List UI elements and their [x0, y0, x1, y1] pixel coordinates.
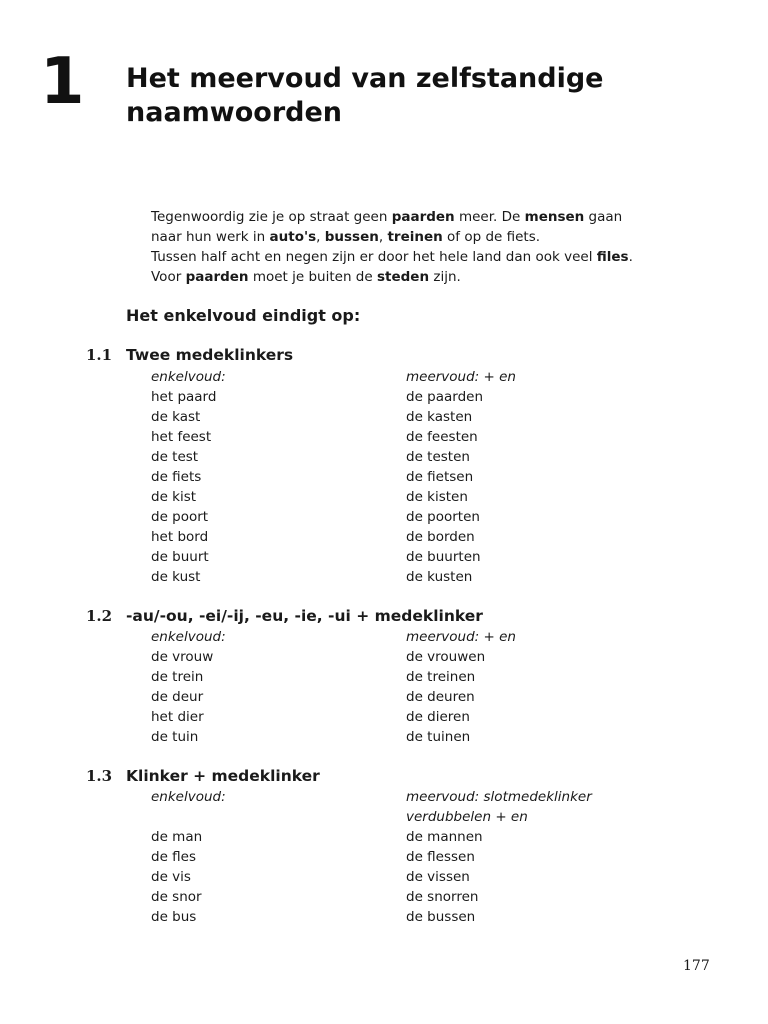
plural-word: de vissen [406, 869, 470, 885]
text-run: , [316, 229, 325, 245]
plural-word: de bussen [406, 909, 476, 925]
column-header: enkelvoud: [151, 629, 226, 645]
plural-word: de borden [406, 529, 475, 545]
text-run: moet je buiten de [248, 269, 377, 285]
bold-word: files [596, 249, 629, 265]
singular-word: de kist [151, 489, 197, 505]
singular-word: de deur [151, 689, 204, 705]
bold-word: paarden [185, 269, 249, 285]
plural-column [406, 787, 592, 927]
column-header: enkelvoud: [151, 369, 226, 385]
plural-column [406, 627, 516, 747]
plural-word: de flessen [406, 849, 475, 865]
text-run: zijn. [429, 269, 461, 285]
singular-column [151, 787, 226, 927]
plural-word: de paarden [406, 389, 484, 405]
plural-word: de buurten [406, 549, 481, 565]
text-run: naar hun werk in [151, 229, 270, 245]
singular-word: de vrouw [151, 649, 214, 665]
singular-word: het paard [151, 389, 217, 405]
bold-word: bussen [324, 229, 379, 245]
column-header: meervoud: + en [406, 629, 516, 645]
plural-word: de snorren [406, 889, 479, 905]
subsection-title: Klinker + medeklinker [126, 767, 320, 785]
singular-word: de vis [151, 869, 191, 885]
bold-word: mensen [524, 209, 585, 225]
singular-word: de kast [151, 409, 201, 425]
plural-word: de vrouwen [406, 649, 486, 665]
plural-word: de feesten [406, 429, 478, 445]
column-header: meervoud: + en [406, 369, 516, 385]
intro-line [151, 227, 691, 247]
bold-word: treinen [387, 229, 443, 245]
section-heading: Het enkelvoud eindigt op: [126, 306, 361, 325]
plural-word: de kusten [406, 569, 473, 585]
singular-word: de fles [151, 849, 197, 865]
text-run: , [378, 229, 388, 245]
plural-word: de treinen [406, 669, 476, 685]
text-run: Tegenwoordig zie je op straat geen [151, 209, 392, 225]
plural-word: de poorten [406, 509, 480, 525]
intro-line [151, 247, 691, 267]
text-run: Tussen half acht en negen zijn er door het hele land dan ook veel [151, 249, 597, 265]
bold-word: steden [376, 269, 430, 285]
singular-word: de buurt [151, 549, 209, 565]
singular-word: de kust [151, 569, 201, 585]
chapter-title: Het meervoud van zelfstandige naamwoorden [126, 63, 604, 128]
column-header: enkelvoud: [151, 789, 226, 805]
subsection-number: 1.2 [86, 607, 113, 625]
column-header: verdubbelen + en [406, 809, 528, 825]
singular-word: de man [151, 829, 203, 845]
plural-word: de kisten [406, 489, 468, 505]
text-run: of op de fiets. [442, 229, 541, 245]
spacer [151, 807, 226, 827]
singular-word: het feest [151, 429, 212, 445]
singular-word: de test [151, 449, 199, 465]
subsection-title: Twee medeklinkers [126, 346, 294, 364]
plural-word: de dieren [406, 709, 470, 725]
intro-line [151, 207, 691, 227]
singular-word: het bord [151, 529, 209, 545]
chapter-number: 1 [40, 45, 85, 119]
subsection-number: 1.1 [86, 346, 113, 364]
singular-word: de bus [151, 909, 197, 925]
text-run: Voor [151, 269, 186, 285]
intro-line [151, 267, 691, 287]
singular-word: de poort [151, 509, 209, 525]
subsection-title: -au/-ou, -ei/-ij, -eu, -ie, -ui + medeklinker [126, 607, 483, 625]
singular-column [151, 367, 226, 587]
text-run: meer. De [454, 209, 525, 225]
plural-word: de kasten [406, 409, 473, 425]
plural-word: de deuren [406, 689, 475, 705]
singular-column [151, 627, 226, 747]
column-header: meervoud: slotmedeklinker [406, 789, 592, 805]
text-run: . [628, 249, 633, 265]
plural-word: de tuinen [406, 729, 471, 745]
page-number: 177 [683, 958, 710, 974]
singular-word: de snor [151, 889, 202, 905]
subsection-number: 1.3 [86, 767, 113, 785]
intro-paragraph [151, 207, 691, 287]
text-run: gaan [584, 209, 623, 225]
plural-word: de fietsen [406, 469, 474, 485]
bold-word: auto's [269, 229, 317, 245]
singular-word: de fiets [151, 469, 202, 485]
plural-word: de mannen [406, 829, 483, 845]
singular-word: het dier [151, 709, 204, 725]
plural-word: de testen [406, 449, 470, 465]
singular-word: de trein [151, 669, 204, 685]
plural-column [406, 367, 516, 587]
singular-word: de tuin [151, 729, 199, 745]
bold-word: paarden [391, 209, 455, 225]
